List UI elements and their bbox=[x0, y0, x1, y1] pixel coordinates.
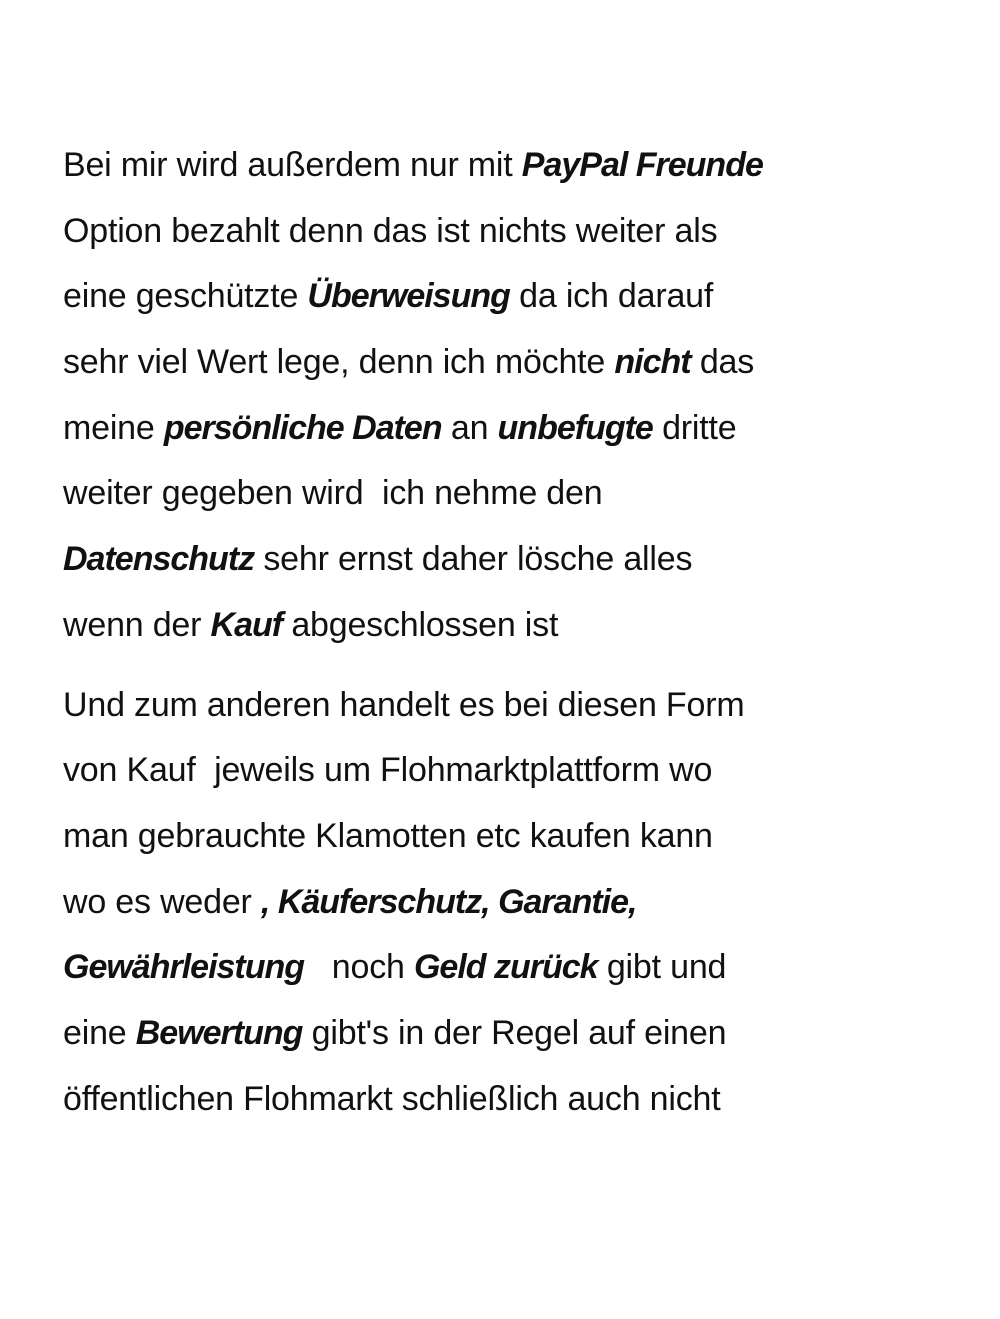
text-segment: eine geschützte bbox=[63, 277, 308, 316]
text-segment: dritte bbox=[652, 408, 737, 447]
text-segment: abgeschlossen ist bbox=[282, 605, 559, 644]
text-segment: sehr viel Wert lege, denn ich möchte bbox=[63, 343, 615, 382]
text-line bbox=[63, 206, 763, 272]
text-segment: Option bezahlt denn das ist nichts weiter als bbox=[63, 211, 718, 250]
text-segment: da ich darauf bbox=[509, 277, 714, 316]
emphasized-text: PayPal Freunde bbox=[521, 146, 763, 184]
text-segment: weiter gegeben wird ich nehme den bbox=[63, 474, 603, 513]
text-segment: wo es weder bbox=[63, 882, 261, 921]
paragraph bbox=[63, 140, 763, 666]
text-segment: Und zum anderen handelt es bei diesen Form bbox=[63, 685, 745, 724]
text-line bbox=[63, 337, 763, 403]
text-line bbox=[63, 942, 763, 1008]
emphasized-text: Geld zurück bbox=[413, 948, 598, 987]
text-line bbox=[63, 468, 763, 534]
text-segment: Bei mir wird außerdem nur mit bbox=[63, 146, 522, 184]
text-segment: eine bbox=[63, 1013, 136, 1052]
text-line bbox=[63, 140, 763, 206]
text-line bbox=[63, 1008, 763, 1074]
text-segment: von Kauf jeweils um Flohmarktplattform wo bbox=[63, 751, 713, 790]
text-segment: man gebrauchte Klamotten etc kaufen kann bbox=[63, 816, 713, 855]
paragraph bbox=[63, 680, 763, 1140]
emphasized-text: Datenschutz bbox=[63, 540, 255, 579]
text-segment: meine bbox=[63, 408, 164, 447]
text-line bbox=[63, 877, 763, 943]
text-segment: öffentlichen Flohmarkt schließlich auch nicht bbox=[63, 1079, 721, 1118]
emphasized-text: Bewertung bbox=[135, 1013, 303, 1052]
text-segment: das bbox=[690, 343, 755, 382]
text-segment: sehr ernst daher lösche alles bbox=[254, 540, 693, 579]
emphasized-text: persönliche Daten bbox=[163, 408, 442, 447]
text-segment: gibt und bbox=[597, 948, 727, 987]
text-segment: wenn der bbox=[63, 605, 211, 644]
document-body bbox=[63, 140, 763, 1153]
text-segment: noch bbox=[304, 948, 414, 987]
text-line bbox=[63, 534, 763, 600]
text-line bbox=[63, 1074, 763, 1140]
emphasized-text: nicht bbox=[614, 343, 691, 382]
text-line bbox=[63, 271, 763, 337]
text-line bbox=[63, 811, 763, 877]
emphasized-text: Überweisung bbox=[307, 277, 510, 316]
text-segment: gibt's in der Regel auf einen bbox=[302, 1013, 727, 1052]
text-segment: an bbox=[441, 408, 498, 447]
emphasized-text: Kauf bbox=[210, 605, 283, 644]
emphasized-text: unbefugte bbox=[497, 408, 653, 447]
emphasized-text: , Käuferschutz, Garantie, bbox=[260, 882, 637, 921]
text-line bbox=[63, 745, 763, 811]
text-line bbox=[63, 680, 763, 746]
text-line bbox=[63, 600, 763, 666]
text-line bbox=[63, 403, 763, 469]
emphasized-text: Gewährleistung bbox=[63, 948, 305, 987]
